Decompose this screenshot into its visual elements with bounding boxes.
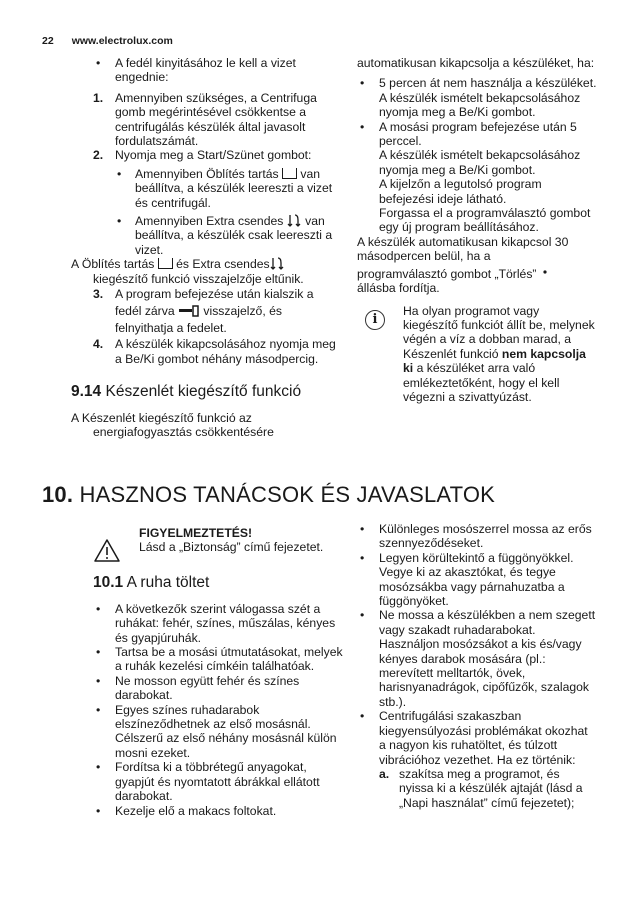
- para-text: A Öblítés tartás: [71, 257, 155, 272]
- site-url: www.electrolux.com: [71, 35, 173, 47]
- extra-silent-icon: [270, 257, 285, 270]
- section-text: A Készenlét kiegészítő funkció az energiafogyasztás csökkentésére: [71, 410, 274, 440]
- info-text: [403, 304, 597, 405]
- info-text-part: a készüléket arra való emlékeztetőként, hogy el kell végezni a szivattyúzást.: [403, 361, 560, 404]
- step-text: A program befejezése után kialszik a fedél zárva: [115, 287, 314, 319]
- section-heading: [93, 573, 343, 592]
- list-item: • Legyen körültekintő a függönyökkel. Vegye ki az akasztókat, és tegye mosózsákba vagy párnahuzatba a függönyöket.: [357, 551, 597, 609]
- step-4: [93, 337, 343, 366]
- step-text: Amennyiben szükséges, a Centrifuga gomb megérintésével csökkentse a centrifugálás készülék által javasolt fordulatszámát.: [115, 90, 317, 149]
- section-title: A ruha töltet: [126, 573, 210, 591]
- sub-text: van beállítva, a készülék leereszti a vizet és centrifugál.: [135, 166, 333, 210]
- para-text: programválasztó gombot „Törlés”: [357, 266, 537, 281]
- left-column-lower: [93, 526, 343, 818]
- sub-step-a: [357, 767, 597, 810]
- reset-dot-icon: [540, 268, 550, 280]
- sub-item: [93, 214, 343, 257]
- list-item: • Tartsa be a mosási útmutatásokat, melyek a ruhák kezelési címkéin találhatóak.: [93, 645, 343, 674]
- list-item: • Centrifugálási szakaszban kiegyensúlyozási problémákat okozhat a nagyon kis ruhatöltet, és túlzott vibrációhoz vezethet. Ha ez történik:: [357, 709, 597, 767]
- rinse-hold-icon: [158, 258, 173, 269]
- para-text: állásba fordítja.: [357, 281, 440, 296]
- info-note: [357, 304, 597, 405]
- item-text: A kijelzőn a legutolsó program befejezési ideje látható.: [379, 177, 542, 206]
- list-item: [357, 76, 597, 119]
- item-text: • A mosási program befejezése után 5 perccel.: [379, 119, 577, 149]
- item-text: Forgassa el a programválasztó gombot egy új program beállításához.: [379, 206, 591, 235]
- right-column: [357, 56, 597, 404]
- chapter-heading: [42, 482, 495, 508]
- step-1: [93, 91, 343, 149]
- step-number: 4.: [93, 337, 104, 352]
- list-item: • A következők szerint válogassa szét a ruhákat: fehér, színes, műszálas, kényes és gyapjúruhák.: [93, 602, 343, 645]
- item-text: • 5 percen át nem használja a készüléket.: [379, 76, 597, 91]
- info-text-bold: nem kapcsolja ki: [403, 346, 586, 376]
- warning-note: [93, 526, 343, 555]
- step-text: A készülék kikapcsolásához nyomja meg a Be/Ki gombot néhány másodpercig.: [115, 337, 336, 366]
- list-item: [357, 120, 597, 235]
- step-number: 2.: [93, 148, 104, 163]
- extra-silent-icon: [287, 214, 302, 227]
- chapter-number: 10.: [42, 482, 74, 507]
- section-number: 9.14: [71, 382, 102, 400]
- paragraph: [357, 267, 597, 296]
- sub-item: [93, 167, 343, 210]
- sub-text: Amennyiben Extra csendes: [135, 214, 284, 229]
- sub-step-letter: a.: [379, 766, 390, 781]
- warning-title: FIGYELMEZTETÉS!: [139, 526, 253, 540]
- info-text-part: Ha olyan programot vagy kiegészítő funkciót állít be, melynek végén a víz a dobban marad, a Készenlét funkció: [403, 303, 595, 361]
- list-item: • Különleges mosószerrel mossa az erős szennyeződéseket.: [357, 522, 597, 551]
- paragraph: automatikusan kikapcsolja a készüléket, ha:: [357, 56, 595, 70]
- paragraph: A készülék automatikusan kikapcsol 30 másodpercen belül, ha a: [357, 234, 569, 264]
- step-number: 3.: [93, 287, 104, 302]
- sub-text: van beállítva, a készülék csak leereszti a vizet.: [135, 214, 333, 257]
- lid-locked-icon: [178, 305, 200, 317]
- list-item: • Ne mosson együtt fehér és színes darabokat.: [93, 674, 343, 703]
- section-number: 10.1: [93, 573, 124, 591]
- item-text: A készülék ismételt bekapcsolásához nyomja meg a Be/Ki gombot.: [379, 90, 581, 120]
- page-number: 22: [42, 35, 54, 47]
- para-text: kiegészítő funkció visszajelzője eltűnik.: [93, 271, 304, 286]
- left-column: [71, 56, 343, 440]
- info-icon: i: [365, 310, 385, 330]
- item-text: A készülék ismételt bekapcsolásához nyomja meg a Be/Ki gombot.: [379, 148, 581, 177]
- section-heading: [71, 382, 343, 401]
- warning-text: Lásd a „Biztonság” című fejezetet.: [139, 540, 324, 555]
- step-text: visszajelző, és felnyithatja a fedelet.: [115, 304, 282, 336]
- step-text: Nyomja meg a Start/Szünet gombot:: [115, 148, 312, 163]
- sub-step-text: szakítsa meg a programot, és nyissa ki a készülék ajtaját (lásd a „Napi használat” című fejezetet);: [399, 766, 583, 810]
- sub-text: Amennyiben Öblítés tartás: [135, 166, 279, 181]
- list-item: • Ne mossa a készülékben a nem szegett vagy szakadt ruhadarabokat. Használjon mosózsákot a kis és/vagy kényes darabok mosására (pl.: merevített melltartók, övek, harisnyanadrágok, cipőfűzők, szalagok stb.).: [357, 608, 597, 709]
- right-column-lower: [357, 522, 597, 810]
- step-3: [93, 286, 343, 337]
- page-header: [42, 34, 173, 48]
- step-2: [93, 148, 343, 162]
- paragraph: [71, 257, 343, 286]
- section-title: Készenlét kiegészítő funkció: [105, 382, 302, 400]
- list-item: • Egyes színes ruhadarabok elszíneződhetnek az első mosásnál. Célszerű az első néhány mosásnál külön mosni ezeket.: [93, 703, 343, 761]
- chapter-title: HASZNOS TANÁCSOK ÉS JAVASLATOK: [79, 482, 496, 507]
- para-text: és Extra csendes: [176, 257, 270, 272]
- step-number: 1.: [93, 90, 104, 105]
- rinse-hold-icon: [282, 168, 297, 179]
- list-item: • A fedél kinyitásához le kell a vizet engednie:: [93, 56, 343, 85]
- list-item: • Kezelje elő a makacs foltokat.: [93, 804, 343, 818]
- warning-icon: [93, 538, 121, 563]
- list-item: • Fordítsa ki a többrétegű anyagokat, gyapjút és nyomtatott ábrákkal ellátott darabokat.: [93, 760, 343, 803]
